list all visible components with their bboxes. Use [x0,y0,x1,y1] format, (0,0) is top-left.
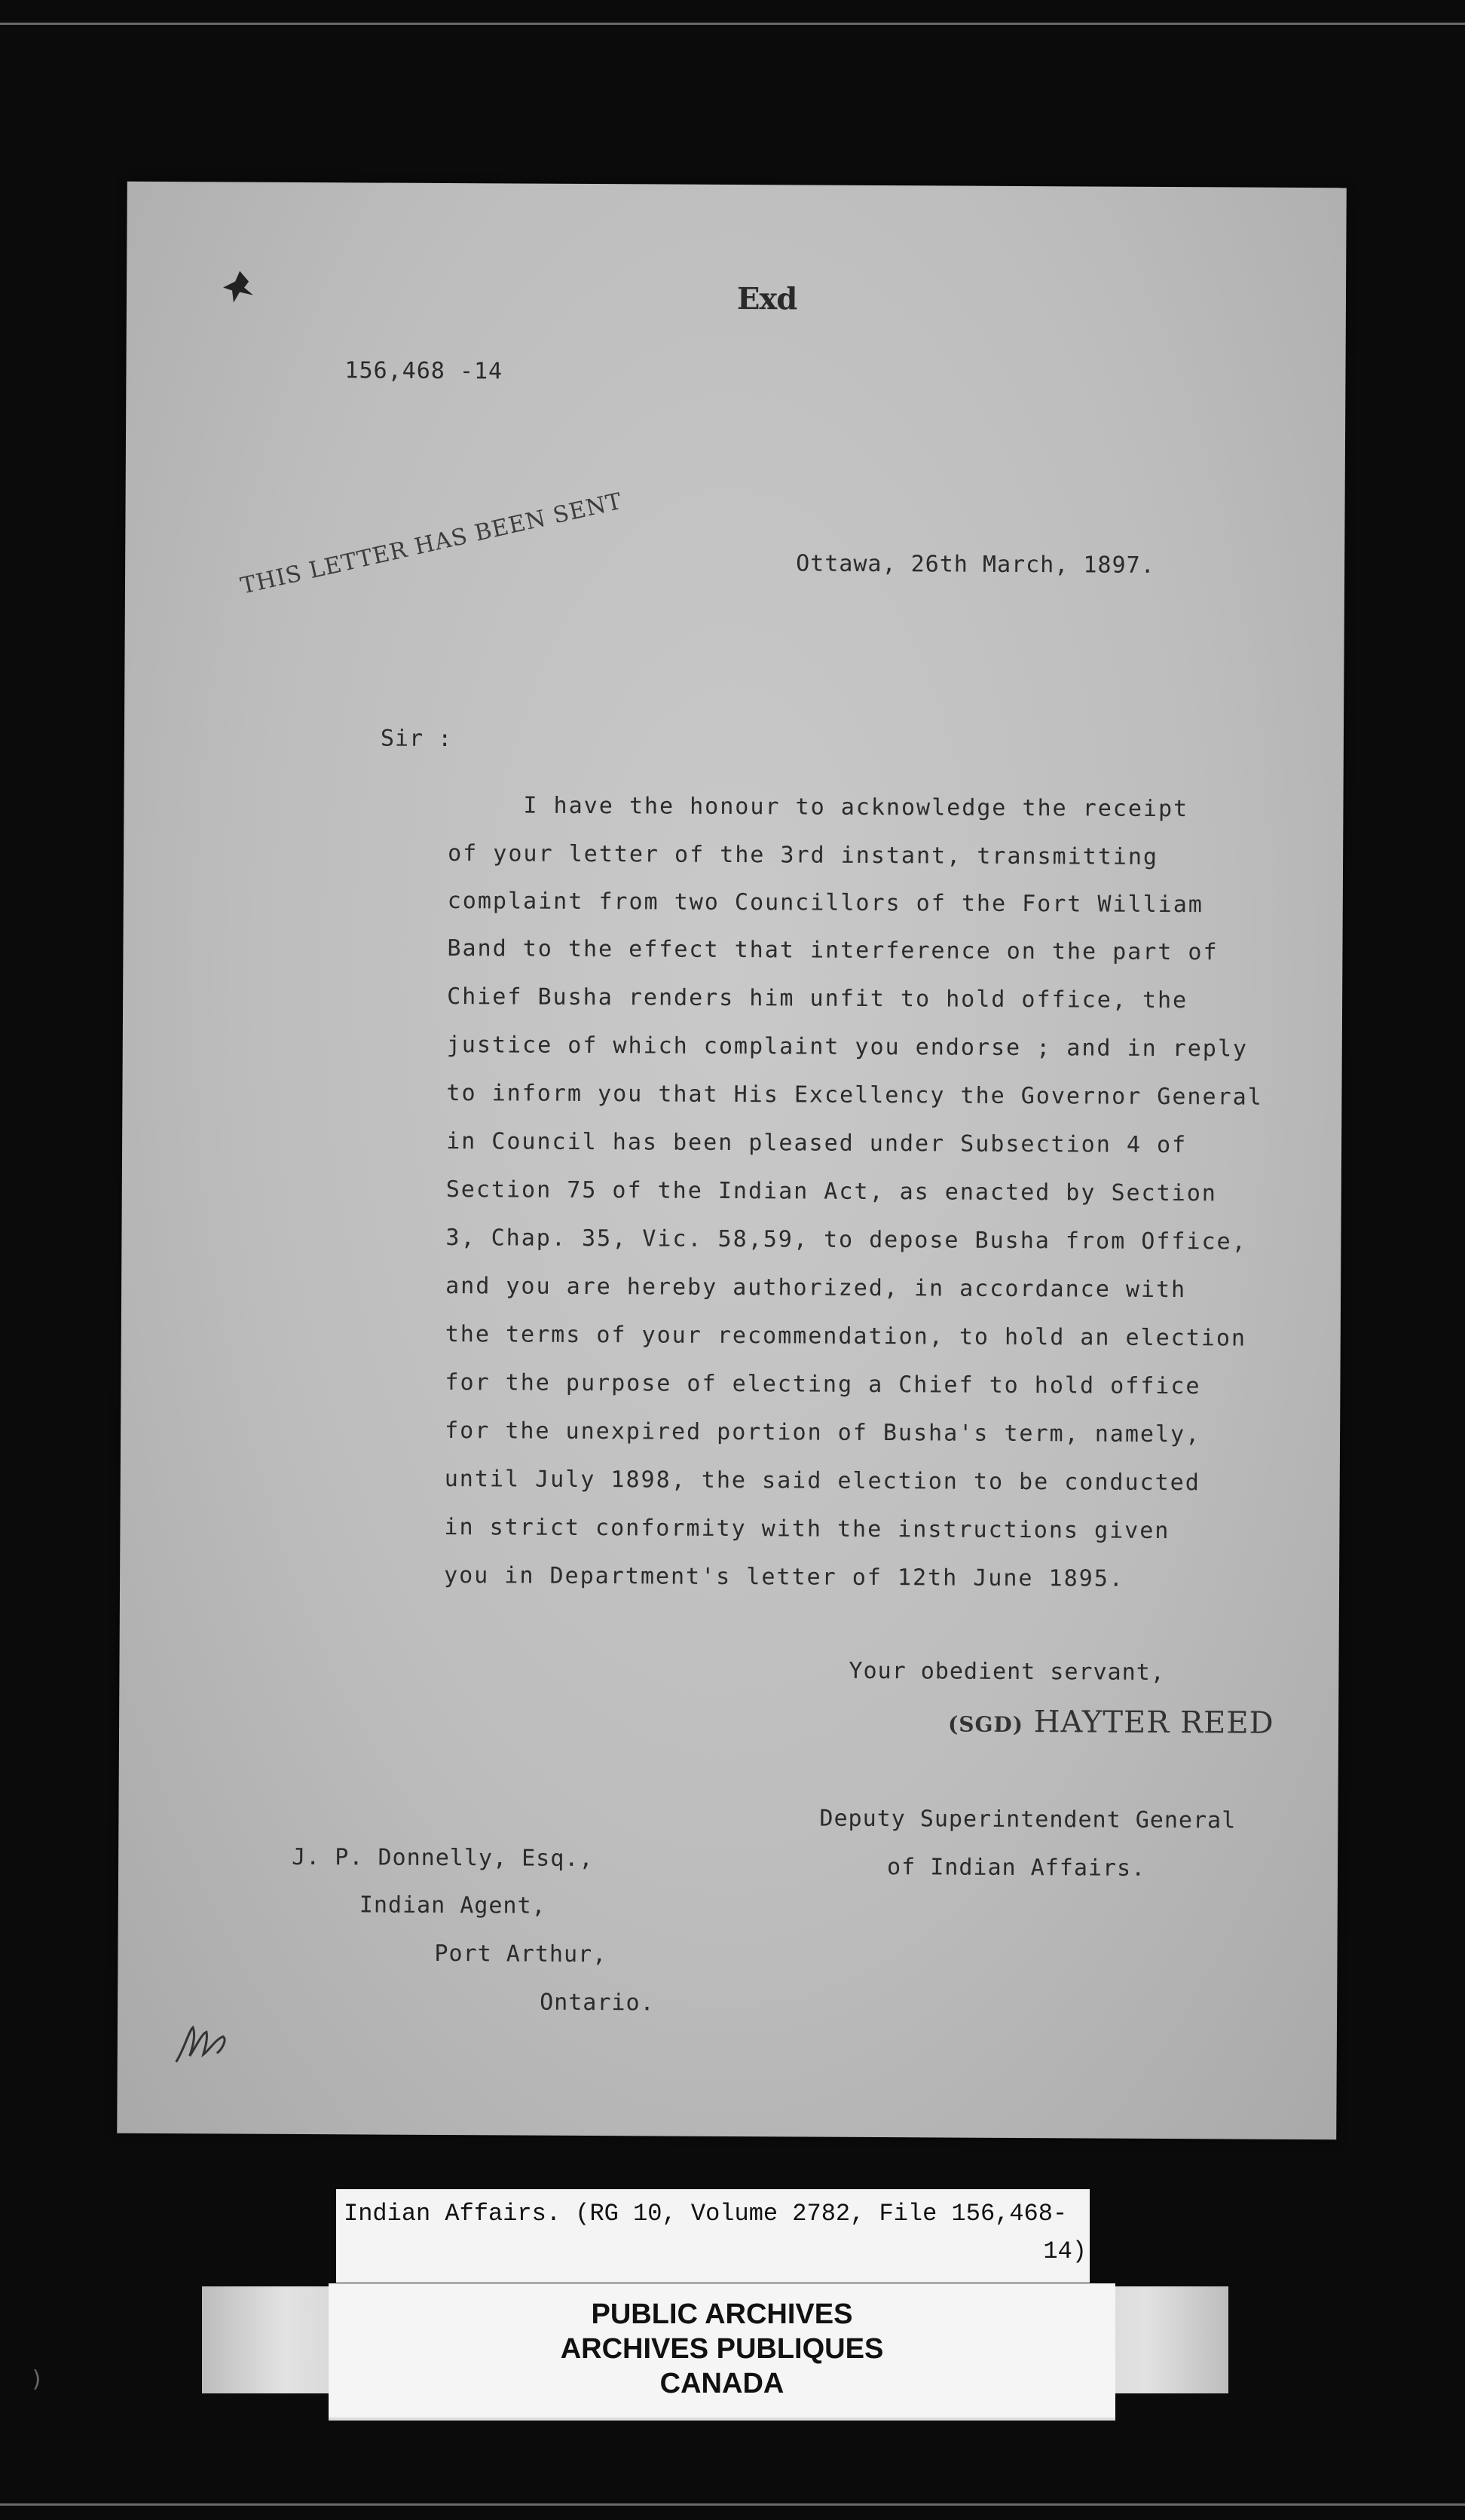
letter-page [117,182,1347,2139]
archive-stamp-line: PUBLIC ARCHIVES [591,2298,853,2330]
body-line: justice of which complaint you endorse ; and in reply [446,1032,1249,1063]
archive-stamp-line: CANADA [659,2368,784,2399]
edge-mark: ) [30,2366,44,2393]
file-number: 156,468 -14 [344,357,503,385]
body-line: until July 1898, the said election to be conducted [444,1466,1200,1497]
closing: Your obedient servant, [849,1657,1165,1687]
signature-name: HAYTER REED [1033,1705,1274,1741]
addressee-line: J. P. Donnelly, Esq., [292,1843,594,1873]
body-line: Chief Busha renders him unfit to hold office, the [447,983,1188,1014]
signature-prefix: (SGD) [948,1711,1024,1738]
salutation: Sir : [380,725,453,753]
addressee-line: Port Arthur, [434,1940,607,1968]
addressee-line: Indian Agent, [359,1892,546,1919]
ink-blot-icon [217,265,262,310]
archive-reference-line-2: 14) [1043,2237,1087,2265]
body-line: for the purpose of electing a Chief to hold office [445,1369,1201,1400]
body-line: I have the honour to acknowledge the receipt [523,792,1189,823]
body-line: and you are hereby authorized, in accordance with [445,1273,1187,1304]
body-line: you in Department's letter of 12th June 1895. [444,1562,1124,1592]
body-line: the terms of your recommendation, to hold an election [445,1321,1247,1352]
archive-reference-line-1: Indian Affairs. (RG 10, Volume 2782, File 156,468- [344,2200,1068,2228]
body-line: Band to the effect that interference on the part of [447,935,1219,966]
archive-stamp [329,2283,1115,2421]
body-line: for the unexpired portion of Busha's term, namely, [445,1418,1201,1448]
header-mark: Exd [736,281,797,317]
handwritten-initials-icon [170,2017,238,2069]
body-line: Section 75 of the Indian Act, as enacted by Section [445,1176,1218,1207]
addressee-line: Ontario. [540,1989,655,2017]
title-line-1: Deputy Superintendent General [819,1805,1237,1834]
body-line: complaint from two Councillors of the Fort William [447,888,1204,919]
title-line-2: of Indian Affairs. [887,1854,1146,1882]
frame-bottom-line [0,2503,1465,2506]
body-line: in strict conformity with the instructions given [444,1514,1170,1545]
body-line: in Council has been pleased under Subsection 4 of [446,1128,1188,1159]
body-line: to inform you that His Excellency the Governor General [446,1080,1263,1111]
frame-top-line [0,23,1465,25]
dateline: Ottawa, 26th March, 1897. [796,550,1155,579]
archive-reference-label [336,2189,1090,2283]
body-line: 3, Chap. 35, Vic. 58,59, to depose Busha from Office, [445,1225,1247,1255]
signature [948,1705,1274,1741]
archive-stamp-line: ARCHIVES PUBLIQUES [560,2333,884,2365]
sent-stamp: THIS LETTER HAS BEEN SENT [238,488,625,600]
body-line: of your letter of the 3rd instant, transmitting [448,840,1159,870]
